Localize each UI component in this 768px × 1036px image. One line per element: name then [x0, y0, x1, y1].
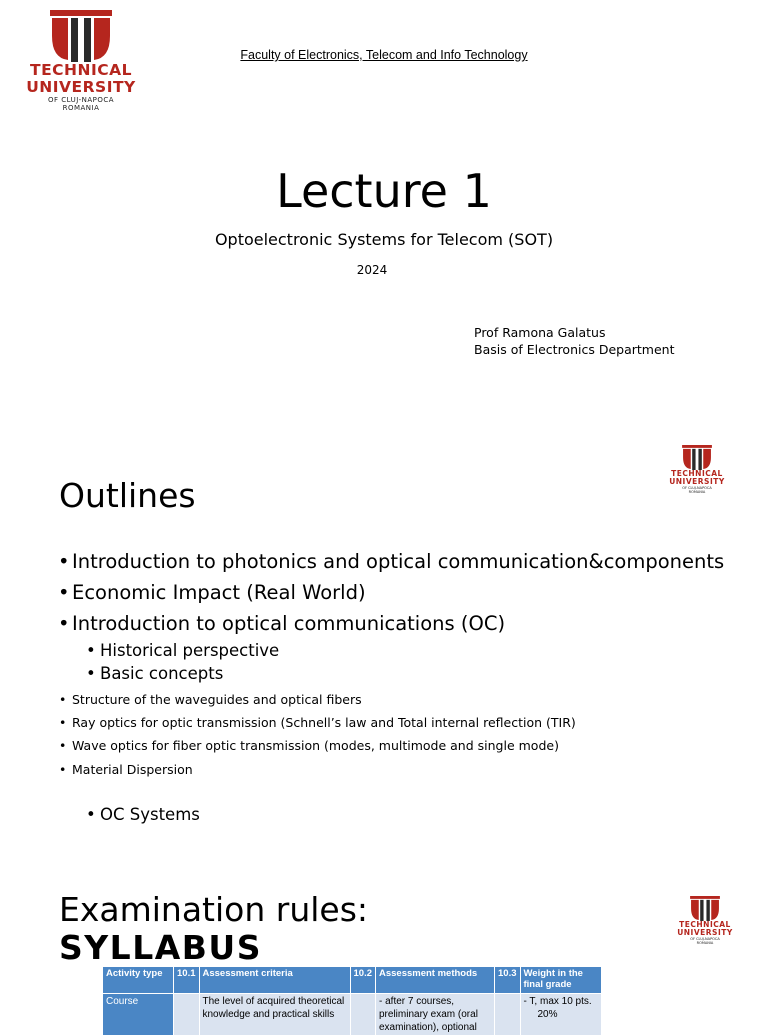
outline-subitem: • Historical perspective	[100, 641, 279, 660]
logo-line-university: UNIVERSITY	[669, 477, 725, 486]
logo-line-city: OF CLUJ-NAPOCA	[682, 486, 712, 490]
outline-item: • Introduction to photonics and optical communication&components	[72, 550, 724, 573]
column-header: Weight in the final grade	[520, 967, 601, 994]
criteria-line: knowledge and practical skills	[202, 1009, 335, 1020]
column-header: 10.2	[350, 967, 376, 994]
logo-line-technical: TECHNICAL	[671, 469, 723, 478]
logo-line-country: ROMANIA	[696, 941, 714, 945]
syllabus-title: SYLLABUS	[59, 928, 262, 967]
syllabus-table	[102, 966, 602, 1036]
course-subtitle: Optoelectronic Systems for Telecom (SOT)	[214, 230, 554, 249]
professor-block	[474, 324, 674, 358]
column-header: 10.1	[174, 967, 200, 994]
table-row	[103, 994, 602, 1036]
logo-line-technical: TECHNICAL	[679, 920, 731, 929]
table-header-row	[103, 967, 602, 994]
empty-cell	[495, 994, 521, 1036]
outline-detail: • Wave optics for fiber optic transmission (modes, multimode and single mode)	[72, 738, 559, 753]
weight-line: - T, max 10 pts.	[523, 996, 592, 1007]
logo-line-city: OF CLUJ-NAPOCA	[47, 96, 115, 104]
outlines-title: Outlines	[59, 476, 196, 515]
methods-line: - after 7 courses,	[379, 996, 455, 1007]
outline-item: • Introduction to optical communications (OC)	[72, 612, 505, 635]
outline-subitem: • Basic concepts	[100, 664, 223, 683]
column-header: Assessment criteria	[199, 967, 350, 994]
university-emblem-icon	[681, 445, 713, 470]
weight-line: 20%	[537, 1009, 558, 1020]
weight-cell	[520, 994, 601, 1036]
methods-line: preliminary exam (oral	[379, 1009, 478, 1020]
university-logo-small	[672, 896, 738, 945]
university-logo-small	[664, 445, 730, 494]
university-emblem-icon	[689, 896, 721, 921]
course-year: 2024	[356, 263, 388, 277]
outline-detail: • Ray optics for optic transmission (Schnell’s law and Total internal reflection (TIR)	[72, 715, 576, 730]
methods-cell	[376, 994, 495, 1036]
column-header: Assessment methods	[376, 967, 495, 994]
empty-cell	[174, 994, 200, 1036]
empty-cell	[350, 994, 376, 1036]
logo-line-country: ROMANIA	[688, 490, 706, 494]
logo-line-city: OF CLUJ-NAPOCA	[690, 937, 720, 941]
lecture-title: Lecture 1	[276, 164, 492, 218]
methods-line: examination), optional	[379, 1022, 477, 1033]
criteria-cell	[199, 994, 350, 1036]
department-name: Basis of Electronics Department	[474, 342, 675, 357]
outline-subitem: • OC Systems	[100, 805, 200, 824]
faculty-link[interactable]: Faculty of Electronics, Telecom and Info Technology	[240, 48, 528, 62]
logo-line-university: UNIVERSITY	[677, 928, 733, 937]
examination-title: Examination rules:	[59, 890, 369, 929]
outline-item: • Economic Impact (Real World)	[72, 581, 366, 604]
logo-line-technical: TECHNICAL	[30, 61, 132, 79]
outline-detail: • Structure of the waveguides and optical fibers	[72, 692, 362, 707]
outline-detail: • Material Dispersion	[72, 762, 193, 777]
criteria-line: The level of acquired theoretical	[202, 996, 345, 1007]
column-header: Activity type	[103, 967, 174, 994]
professor-name: Prof Ramona Galatus	[474, 325, 606, 340]
column-header: 10.3	[495, 967, 521, 994]
logo-line-university: UNIVERSITY	[26, 78, 136, 96]
activity-cell: Course	[103, 994, 174, 1036]
logo-line-country: ROMANIA	[62, 104, 100, 112]
